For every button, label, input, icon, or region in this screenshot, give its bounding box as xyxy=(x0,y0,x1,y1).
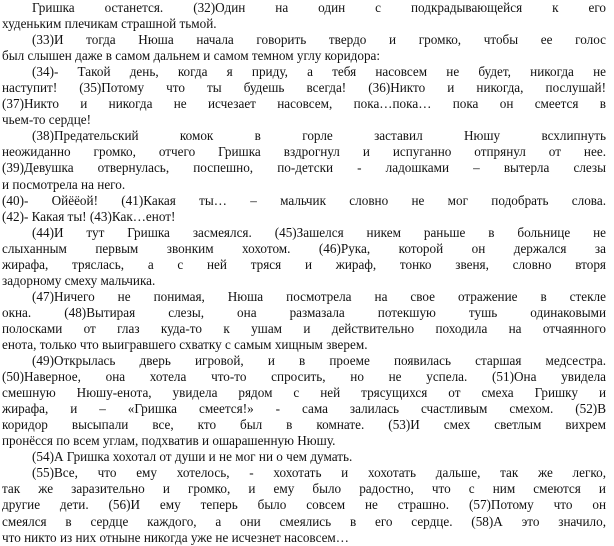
text-line: (42)- Какая ты! (43)Как…енот! xyxy=(2,208,176,224)
text-line: пронёсся по всем углам, подхватив и ошарашенную Нюшу. xyxy=(2,433,336,449)
text-line: был слышен даже в самом дальнем и самом темном углу коридора: xyxy=(2,48,381,64)
text-line: (37)Никто и никогда не исчезает насовсем, пока…пока… пока он смеется в xyxy=(2,96,606,112)
text-line: жирафа, и – «Гришка смеется!» - сама залилась счастливым смехом. (52)В xyxy=(2,401,606,417)
text-line: (50)Наверное, она хотела что-то спросить, но не успела. (51)Она увидела xyxy=(2,369,606,385)
text-line: неожиданно громко, отчего Гришка вздрогнул и испуганно отпрянул от нее. xyxy=(2,144,606,160)
text-line: что никто из них отныне никогда уже не исчезнет насовсем… xyxy=(2,529,349,545)
text-line: худеньким плечикам страшной тьмой. xyxy=(2,16,217,32)
text-line: (49)Открылась дверь игровой, и в проеме появилась старшая медсестра. xyxy=(32,353,606,369)
text-line: так же заразительно и громко, и ему было радостно, что с ним смеются и xyxy=(2,481,606,497)
text-line: (39)Девушка отвернулась, поспешно, по-детски - ладошками – вытерла слезы xyxy=(2,160,606,176)
text-line: (47)Ничего не понимая, Нюша посмотрела на свое отражение в стекле xyxy=(32,288,606,304)
text-line: (34)- Такой день, когда я приду, а тебя насовсем не будет, никогда не xyxy=(32,64,606,80)
text-line: (33)И тогда Нюша начала говорить твердо и громко, чтобы ее голос xyxy=(32,32,606,48)
text-line: Гришка останется. (32)Один на один с подкрадывающейся к его xyxy=(32,0,606,15)
text-line: смешную Нюшу-енота, увидела рядом с ней трясущихся от смеха Гришку и xyxy=(2,385,606,401)
text-line: (55)Все, что ему хотелось, - хохотать и хохотать дальше, так же легко, xyxy=(32,465,606,481)
text-line: слыханным первым звонким хохотом. (46)Рука, которой он держался за xyxy=(2,240,606,256)
text-line: задорному смеху мальчика. xyxy=(2,272,156,288)
text-line: (44)И тут Гришка засмеялся. (45)Зашелся никем раньше в больнице не xyxy=(32,224,606,240)
text-line: и посмотрела на него. xyxy=(2,176,126,192)
text-line: (40)- Ойёёой! (41)Какая ты… – мальчик словно не мог подобрать слова. xyxy=(2,192,606,208)
text-line: полосками от глаз куда-то к ушам и действительно походила на отчаянного xyxy=(2,320,606,336)
text-line: окна. (48)Вытирая слезы, она размазала потекшую тушь одинаковыми xyxy=(2,304,606,320)
text-line: (38)Предательский комок в горле заставил Нюшу всхлипнуть xyxy=(32,128,606,144)
text-line: енота, только что выигравшего схватку с самым хищным зверем. xyxy=(2,336,368,352)
text-line: смеялся в сердце каждого, а они смеялись в его сердце. (58)А это значило, xyxy=(2,513,606,529)
text-line: чьем-то сердце! xyxy=(2,112,92,128)
text-line: коридор высыпали все, кто был в комнате. (53)И смех светлым вихрем xyxy=(2,417,606,433)
text-line: жирафа, тряслась, а с ней тряся и жираф, тонко звеня, словно вторя xyxy=(2,256,606,272)
text-line: (54)А Гришка хохотал от души и не мог ни о чем думать. xyxy=(32,449,353,465)
text-line: наступит! (35)Потому что ты будешь всегда! (36)Никто и никогда, послушай! xyxy=(2,80,606,96)
text-line: другие дети. (56)И ему теперь было совсем не страшно. (57)Потому что он xyxy=(2,497,606,513)
